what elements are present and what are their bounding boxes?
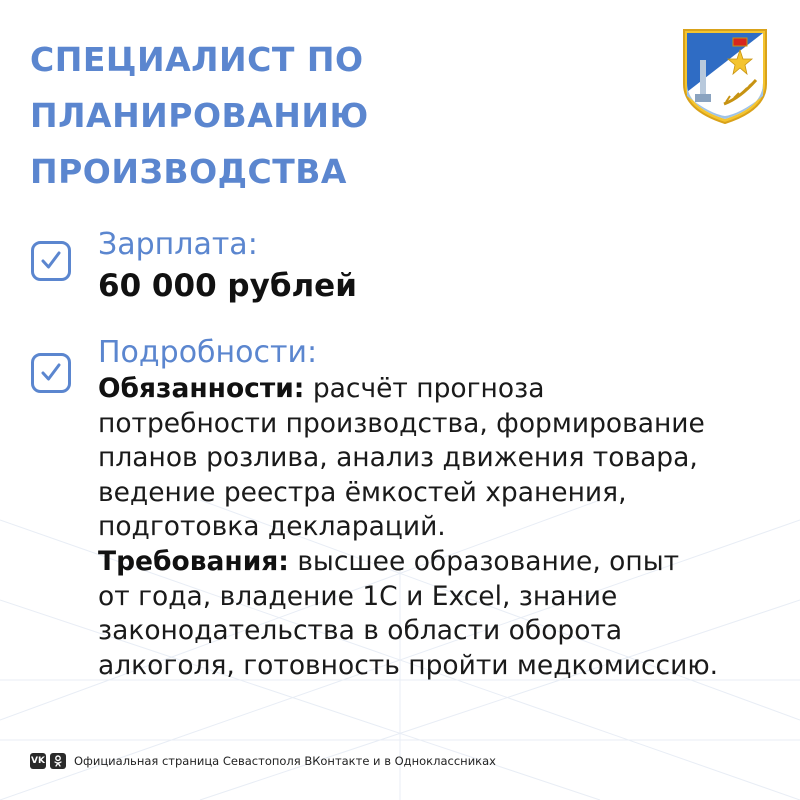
requirements-heading: Требования: [98,545,289,577]
coat-of-arms-icon [680,26,770,126]
requirements-row-1 [98,545,788,580]
duties-line-4: ведение реестра ёмкостей хранения, [98,476,627,508]
page-title [30,32,369,200]
requirements-line-1: высшее образование, опыт [297,545,680,577]
duties-line-2: потребности производства, формирование [98,407,705,439]
requirements-line-2: от года, владение 1С и Excel, знание [98,580,618,612]
title-line-2: ПЛАНИРОВАНИЮ [30,96,369,135]
checkbox-checked-icon [30,352,72,394]
duties-line-1: расчёт прогноза [312,373,545,404]
duties-heading: Обязанности: [98,373,305,404]
details-label: Подробности: [98,335,318,370]
requirements-line-3: законодательства в области оборота [98,615,623,647]
salary-label: Зарплата: [98,227,258,262]
duties-row-1 [98,372,788,407]
salary-value: 60 000 рублей [98,268,357,304]
title-line-1: СПЕЦИАЛИСТ ПО [30,40,364,79]
footer [30,752,496,770]
duties-line-5: подготовка деклараций. [98,511,446,543]
footer-text: Официальная страница Севастополя ВКонтакте и в Одноклассниках [74,754,496,768]
duties-line-3: планов розлива, анализ движения товара, [98,442,698,474]
checkbox-checked-icon [30,240,72,282]
requirements-line-4: алкоголя, готовность пройти медкомиссию. [98,649,719,681]
title-line-3: ПРОИЗВОДСТВА [30,152,347,191]
details-text [98,372,788,683]
vk-icon[interactable]: VK [30,753,46,769]
odnoklassniki-icon[interactable] [50,753,66,769]
